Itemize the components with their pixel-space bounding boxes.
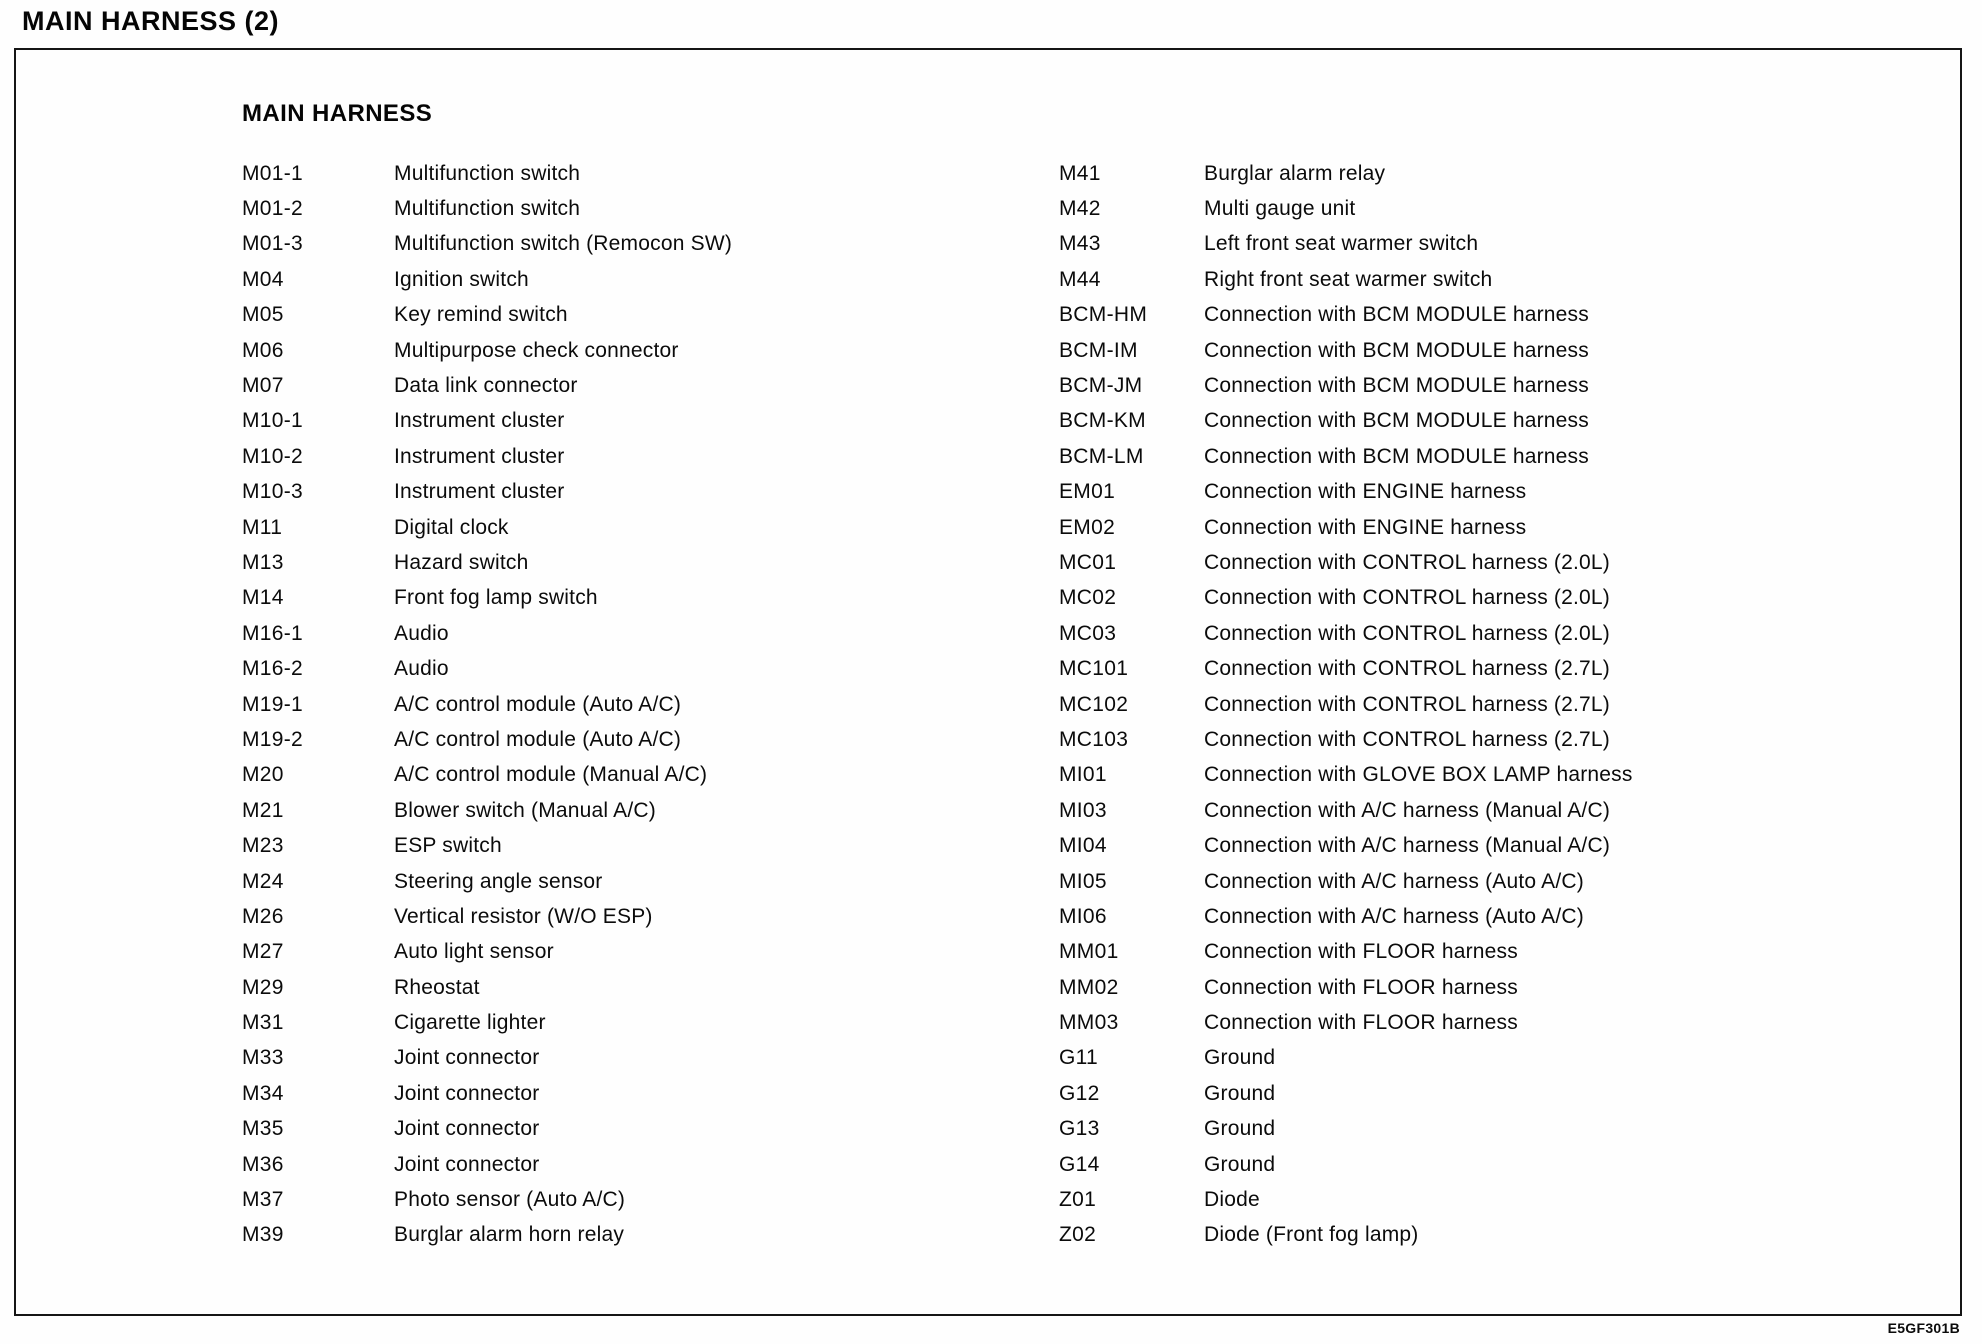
connector-code: M34 — [242, 1081, 284, 1105]
connector-description: Hazard switch — [394, 550, 529, 574]
harness-row — [1059, 581, 1899, 616]
harness-row — [242, 722, 1002, 757]
harness-row — [1059, 1005, 1899, 1040]
connector-description: Left front seat warmer switch — [1204, 232, 1479, 256]
connector-code: M35 — [242, 1117, 284, 1141]
connector-description: Connection with ENGINE harness — [1204, 515, 1527, 539]
connector-description: Multi gauge unit — [1204, 197, 1356, 221]
connector-code: M06 — [242, 338, 284, 362]
connector-description: Connection with BCM MODULE harness — [1204, 444, 1589, 468]
connector-description: Connection with A/C harness (Manual A/C) — [1204, 834, 1611, 858]
connector-description: Connection with CONTROL harness (2.7L) — [1204, 727, 1610, 751]
harness-row — [242, 298, 1002, 333]
connector-code: M29 — [242, 975, 284, 999]
connector-description: Steering angle sensor — [394, 869, 603, 893]
connector-code: M20 — [242, 763, 284, 787]
connector-code: G12 — [1059, 1081, 1100, 1105]
connector-code: M43 — [1059, 232, 1101, 256]
connector-code: M36 — [242, 1152, 284, 1176]
connector-code: M23 — [242, 834, 284, 858]
connector-description: Connection with BCM MODULE harness — [1204, 374, 1589, 398]
connector-code: G11 — [1059, 1046, 1099, 1070]
connector-code: G13 — [1059, 1117, 1100, 1141]
connector-code: M07 — [242, 374, 284, 398]
connector-description: Ground — [1204, 1046, 1276, 1070]
harness-row — [242, 1076, 1002, 1111]
harness-row — [242, 227, 1002, 262]
harness-row — [242, 262, 1002, 297]
harness-row — [242, 651, 1002, 686]
harness-row — [1059, 828, 1899, 863]
connector-code: M05 — [242, 303, 284, 327]
harness-row — [1059, 227, 1899, 262]
connector-code: M11 — [242, 515, 283, 539]
connector-code: Z01 — [1059, 1188, 1097, 1212]
harness-row — [1059, 510, 1899, 545]
harness-row — [1059, 1076, 1899, 1111]
connector-description: Connection with CONTROL harness (2.7L) — [1204, 692, 1610, 716]
harness-row — [1059, 1041, 1899, 1076]
connector-description: Audio — [394, 657, 449, 681]
connector-code: M14 — [242, 586, 284, 610]
harness-row — [242, 1112, 1002, 1147]
connector-description: Front fog lamp switch — [394, 586, 598, 610]
connector-description: Right front seat warmer switch — [1204, 267, 1493, 291]
harness-row — [242, 935, 1002, 970]
harness-row — [1059, 404, 1899, 439]
harness-row — [242, 1147, 1002, 1182]
harness-row — [1059, 1112, 1899, 1147]
harness-row — [1059, 333, 1899, 368]
connector-code: M33 — [242, 1046, 284, 1070]
connector-description: Instrument cluster — [394, 409, 565, 433]
connector-description: A/C control module (Manual A/C) — [394, 763, 708, 787]
harness-row — [1059, 899, 1899, 934]
connector-description: Connection with FLOOR harness — [1204, 975, 1518, 999]
connector-description: Connection with BCM MODULE harness — [1204, 303, 1589, 327]
connector-code: M27 — [242, 940, 284, 964]
connector-description: Ground — [1204, 1081, 1276, 1105]
connector-code: BCM-JM — [1059, 374, 1143, 398]
connector-description: Joint connector — [394, 1046, 540, 1070]
connector-description: Diode (Front fog lamp) — [1204, 1223, 1419, 1247]
harness-row — [242, 793, 1002, 828]
connector-description: Joint connector — [394, 1117, 540, 1141]
harness-row — [1059, 368, 1899, 403]
connector-description: ESP switch — [394, 834, 502, 858]
connector-description: Connection with A/C harness (Auto A/C) — [1204, 904, 1584, 928]
connector-description: Connection with GLOVE BOX LAMP harness — [1204, 763, 1633, 787]
connector-description: Connection with FLOOR harness — [1204, 1011, 1518, 1035]
connector-description: Multipurpose check connector — [394, 338, 679, 362]
connector-code: EM01 — [1059, 480, 1116, 504]
connector-code: MI03 — [1059, 798, 1107, 822]
connector-code: MM01 — [1059, 940, 1119, 964]
connector-description: A/C control module (Auto A/C) — [394, 692, 682, 716]
connector-code: M01-2 — [242, 197, 304, 221]
page-title: MAIN HARNESS (2) — [22, 6, 280, 36]
connector-code: M10-2 — [242, 444, 304, 468]
connector-code: MM03 — [1059, 1011, 1119, 1035]
harness-row — [1059, 970, 1899, 1005]
connector-description: Connection with BCM MODULE harness — [1204, 338, 1589, 362]
connector-code: BCM-IM — [1059, 338, 1138, 362]
connector-description: Key remind switch — [394, 303, 568, 327]
connector-code: MI05 — [1059, 869, 1107, 893]
harness-table-box — [14, 48, 1962, 1316]
connector-description: Connection with ENGINE harness — [1204, 480, 1527, 504]
harness-row — [242, 545, 1002, 580]
connector-code: MM02 — [1059, 975, 1119, 999]
connector-code: MI01 — [1059, 763, 1107, 787]
connector-code: MC102 — [1059, 692, 1129, 716]
harness-row — [242, 758, 1002, 793]
connector-description: Burglar alarm horn relay — [394, 1223, 625, 1247]
harness-row — [1059, 262, 1899, 297]
harness-row — [242, 864, 1002, 899]
connector-description: Instrument cluster — [394, 444, 565, 468]
connector-code: M39 — [242, 1223, 284, 1247]
connector-description: Connection with CONTROL harness (2.7L) — [1204, 657, 1610, 681]
connector-description: Audio — [394, 621, 449, 645]
connector-code: M16-1 — [242, 621, 304, 645]
harness-list-right — [1059, 156, 1899, 1253]
connector-code: M01-1 — [242, 161, 304, 185]
harness-row — [1059, 545, 1899, 580]
harness-row — [1059, 758, 1899, 793]
harness-row — [242, 156, 1002, 191]
connector-description: Data link connector — [394, 374, 578, 398]
connector-description: Connection with CONTROL harness (2.0L) — [1204, 586, 1610, 610]
harness-row — [1059, 864, 1899, 899]
connector-description: Connection with A/C harness (Auto A/C) — [1204, 869, 1584, 893]
connector-code: M41 — [1059, 161, 1101, 185]
connector-code: BCM-KM — [1059, 409, 1146, 433]
connector-description: Burglar alarm relay — [1204, 161, 1386, 185]
connector-description: Vertical resistor (W/O ESP) — [394, 904, 653, 928]
harness-row — [1059, 687, 1899, 722]
harness-row — [1059, 793, 1899, 828]
harness-row — [242, 404, 1002, 439]
harness-row — [1059, 191, 1899, 226]
harness-row — [1059, 475, 1899, 510]
connector-code: M26 — [242, 904, 284, 928]
connector-code: M01-3 — [242, 232, 304, 256]
connector-description: Multifunction switch (Remocon SW) — [394, 232, 733, 256]
connector-code: M13 — [242, 550, 284, 574]
connector-code: MC01 — [1059, 550, 1117, 574]
connector-description: Cigarette lighter — [394, 1011, 546, 1035]
harness-row — [242, 616, 1002, 651]
harness-row — [1059, 651, 1899, 686]
harness-row — [242, 1041, 1002, 1076]
harness-row — [242, 191, 1002, 226]
connector-description: Blower switch (Manual A/C) — [394, 798, 656, 822]
connector-code: M37 — [242, 1188, 284, 1212]
connector-description: Photo sensor (Auto A/C) — [394, 1188, 626, 1212]
connector-description: Ground — [1204, 1152, 1276, 1176]
connector-code: Z02 — [1059, 1223, 1097, 1247]
connector-code: M24 — [242, 869, 284, 893]
harness-row — [242, 970, 1002, 1005]
connector-description: Multifunction switch — [394, 197, 581, 221]
harness-row — [242, 368, 1002, 403]
connector-description: Connection with CONTROL harness (2.0L) — [1204, 550, 1610, 574]
connector-description: Auto light sensor — [394, 940, 554, 964]
connector-code: M16-2 — [242, 657, 304, 681]
connector-description: Diode — [1204, 1188, 1260, 1212]
harness-row — [242, 333, 1002, 368]
connector-code: MC03 — [1059, 621, 1117, 645]
connector-code: M10-1 — [242, 409, 304, 433]
connector-code: BCM-LM — [1059, 444, 1144, 468]
connector-code: M19-2 — [242, 727, 304, 751]
harness-row — [242, 1218, 1002, 1253]
harness-row — [1059, 439, 1899, 474]
harness-row — [1059, 722, 1899, 757]
connector-description: Rheostat — [394, 975, 480, 999]
connector-code: M04 — [242, 267, 284, 291]
harness-row — [1059, 298, 1899, 333]
harness-row — [242, 1005, 1002, 1040]
connector-code: M19-1 — [242, 692, 304, 716]
harness-row — [242, 687, 1002, 722]
harness-row — [242, 1182, 1002, 1217]
connector-description: Connection with BCM MODULE harness — [1204, 409, 1589, 433]
connector-description: Instrument cluster — [394, 480, 565, 504]
connector-description: Joint connector — [394, 1152, 540, 1176]
harness-row — [1059, 1182, 1899, 1217]
connector-description: Digital clock — [394, 515, 509, 539]
harness-row — [242, 439, 1002, 474]
connector-code: M21 — [242, 798, 284, 822]
connector-code: BCM-HM — [1059, 303, 1148, 327]
connector-code: MI06 — [1059, 904, 1107, 928]
connector-description: Joint connector — [394, 1081, 540, 1105]
connector-description: Ground — [1204, 1117, 1276, 1141]
harness-row — [242, 828, 1002, 863]
connector-code: M44 — [1059, 267, 1101, 291]
connector-code: MC103 — [1059, 727, 1129, 751]
connector-code: G14 — [1059, 1152, 1100, 1176]
harness-table-heading: MAIN HARNESS — [242, 100, 433, 127]
harness-row — [242, 475, 1002, 510]
connector-description: Ignition switch — [394, 267, 529, 291]
harness-row — [1059, 1147, 1899, 1182]
harness-row — [242, 510, 1002, 545]
harness-list-left — [242, 156, 1002, 1253]
connector-code: M10-3 — [242, 480, 304, 504]
harness-row — [1059, 1218, 1899, 1253]
harness-row — [1059, 935, 1899, 970]
connector-description: Connection with CONTROL harness (2.0L) — [1204, 621, 1610, 645]
harness-row — [242, 581, 1002, 616]
figure-reference-code: E5GF301B — [1887, 1320, 1960, 1336]
connector-description: A/C control module (Auto A/C) — [394, 727, 682, 751]
harness-row — [242, 899, 1002, 934]
connector-code: MC101 — [1059, 657, 1129, 681]
connector-code: M31 — [242, 1011, 284, 1035]
connector-description: Connection with A/C harness (Manual A/C) — [1204, 798, 1611, 822]
connector-code: M42 — [1059, 197, 1101, 221]
connector-description: Multifunction switch — [394, 161, 581, 185]
connector-code: MC02 — [1059, 586, 1117, 610]
connector-code: MI04 — [1059, 834, 1107, 858]
harness-row — [1059, 616, 1899, 651]
connector-description: Connection with FLOOR harness — [1204, 940, 1518, 964]
harness-row — [1059, 156, 1899, 191]
connector-code: EM02 — [1059, 515, 1116, 539]
